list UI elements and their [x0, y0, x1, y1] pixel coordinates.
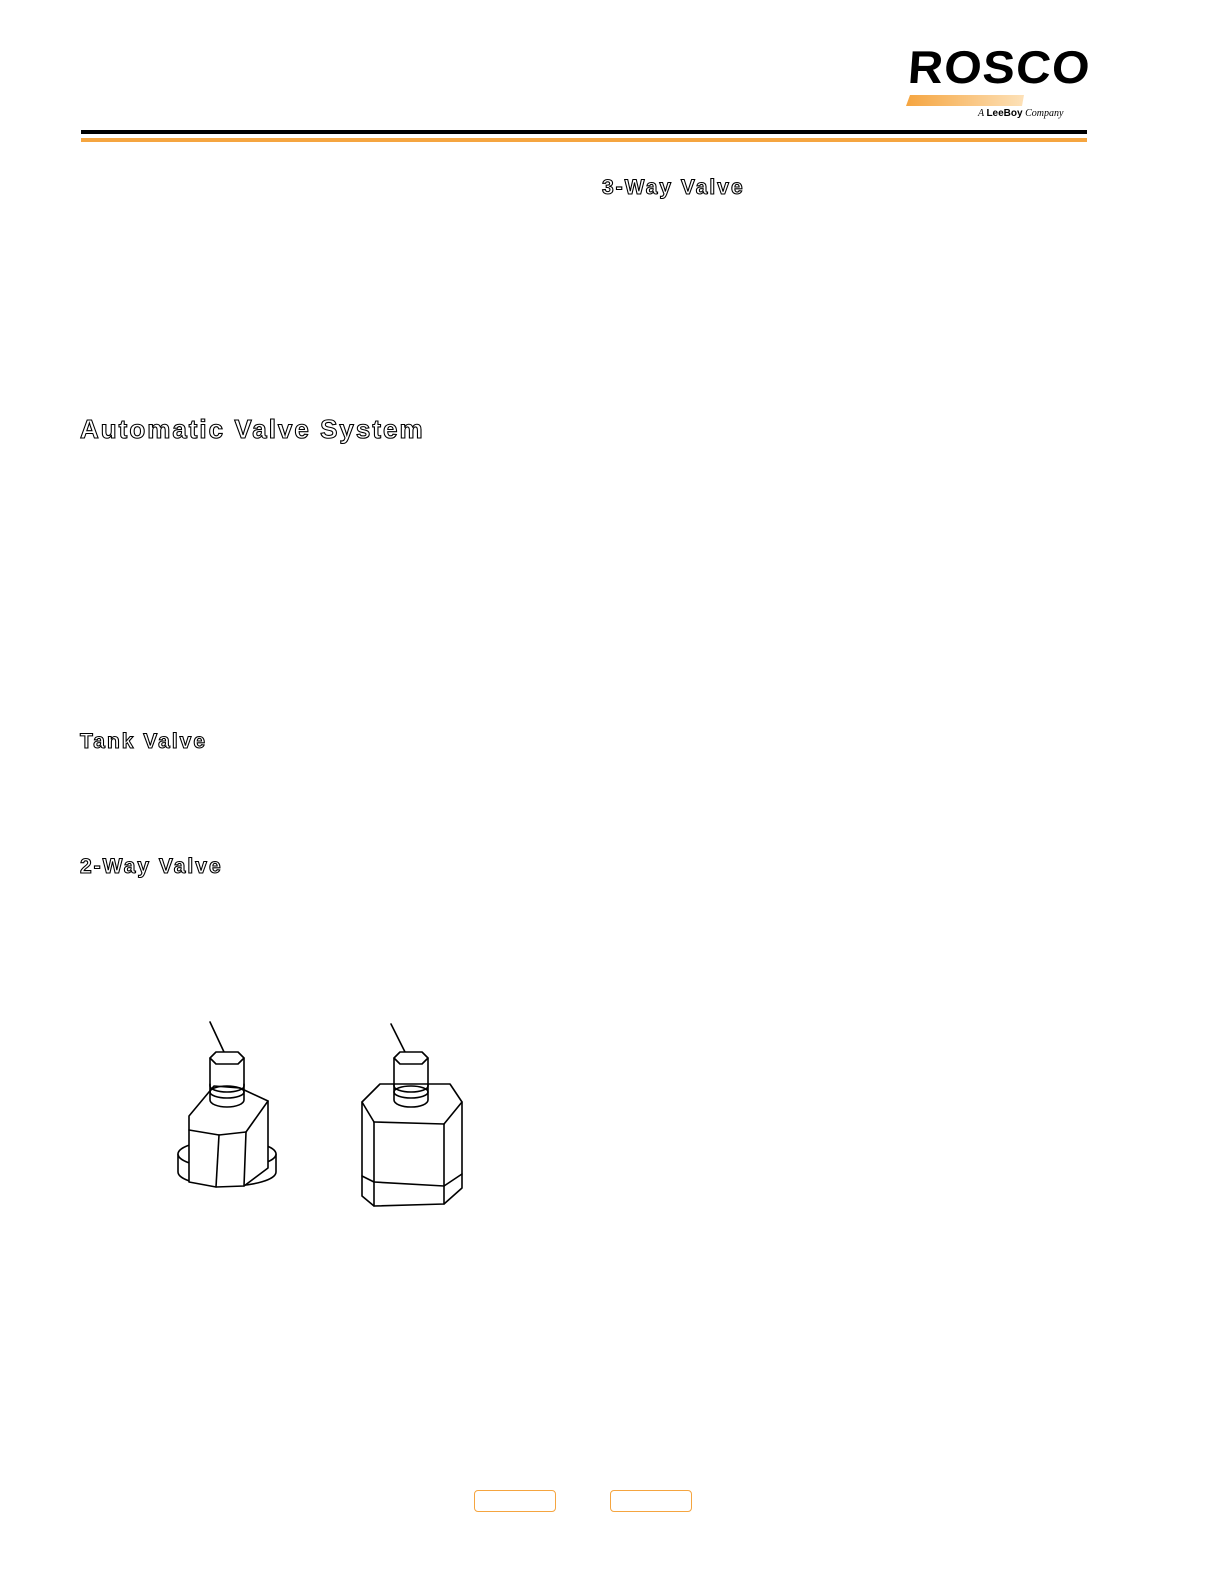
header-rule-black [81, 130, 1087, 134]
two-way-valve-drawing-icon [362, 1024, 462, 1206]
tagline-prefix: A [978, 108, 984, 119]
heading-tank-valve: Tank Valve [80, 730, 208, 753]
heading-2-way-valve: 2-Way Valve [80, 855, 223, 878]
previous-page-button[interactable] [474, 1490, 556, 1512]
logo-tagline [978, 108, 1063, 119]
valve-illustration-icon [170, 1018, 470, 1214]
logo-wordmark: ROSCO [906, 41, 1093, 93]
next-page-button[interactable] [610, 1490, 692, 1512]
tagline-brand: LeeBoy [986, 108, 1023, 119]
heading-3-way-valve: 3-Way Valve [602, 176, 745, 199]
tagline-suffix: Company [1025, 108, 1064, 119]
header-rule-orange [81, 138, 1087, 142]
tank-valve-drawing-icon [178, 1022, 276, 1187]
rosco-logo [900, 41, 1093, 126]
heading-automatic-valve-system: Automatic Valve System [80, 414, 425, 444]
logo-swoosh-icon [906, 95, 1024, 106]
